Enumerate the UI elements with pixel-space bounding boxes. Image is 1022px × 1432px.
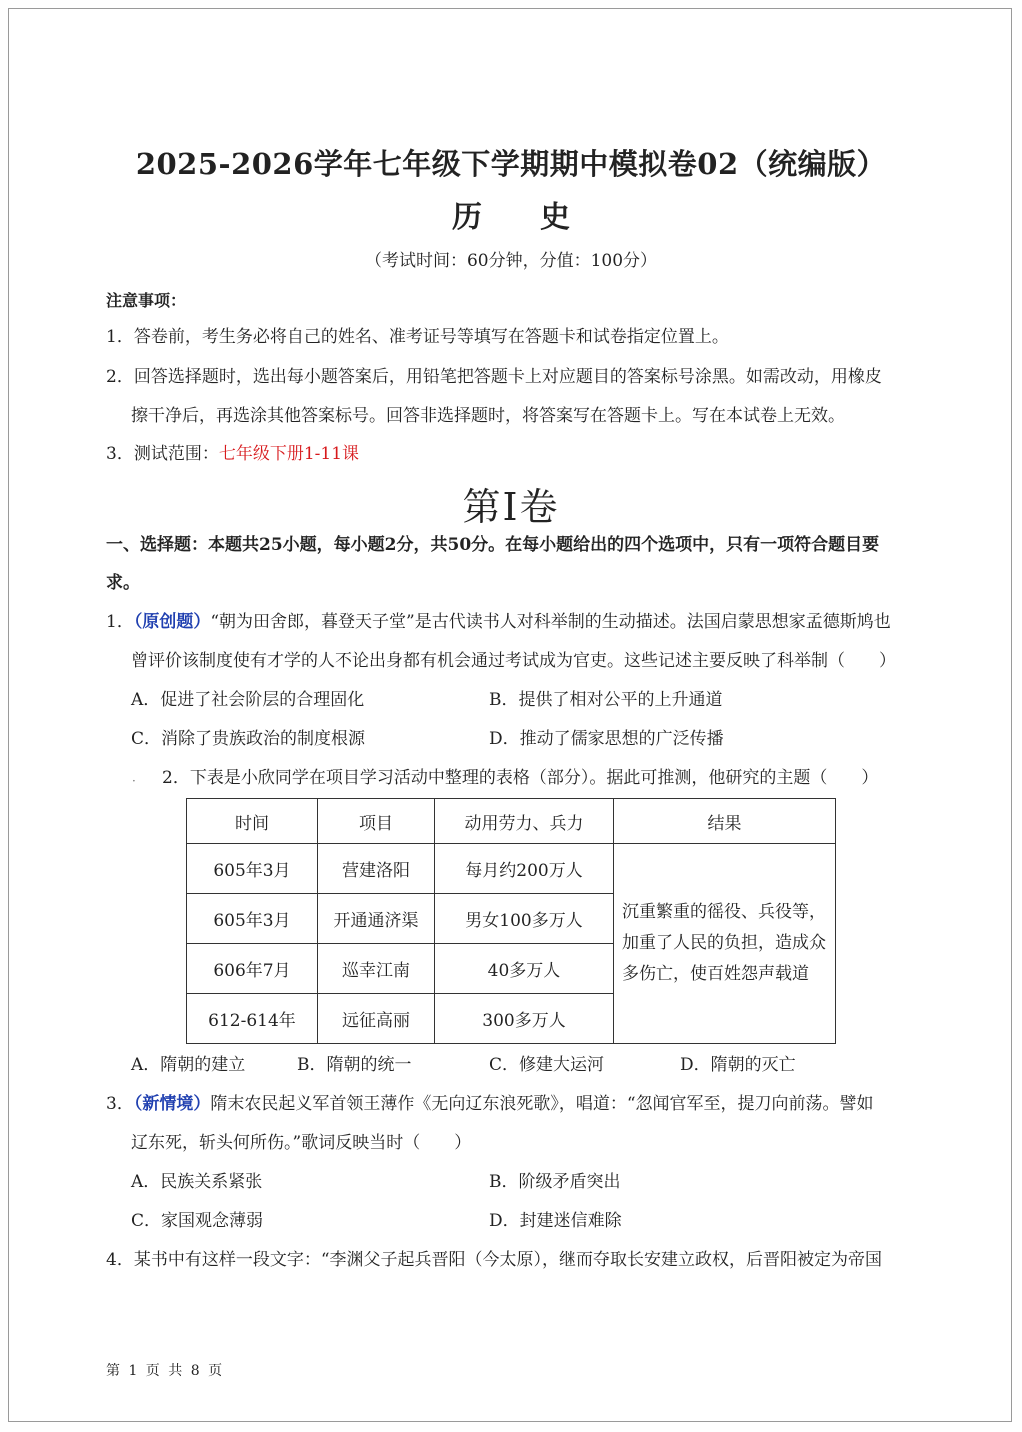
volume-title: 第Ⅰ卷 — [462, 485, 560, 529]
question-1-line-2: 曾评价该制度使有才学的人不论出身都有机会通过考试成为官吏。这些记述主要反映了科举制（ ） — [131, 651, 896, 671]
question-1-option-b: B．提供了相对公平的上升通道 — [489, 690, 723, 710]
notice-item-3-prefix: 3．测试范围： — [106, 444, 219, 464]
table-header-time: 时间 — [187, 799, 318, 844]
subject-char-2: 史 — [540, 200, 570, 235]
notice-item-1: 1．答卷前，考生务必将自己的姓名、准考证号等填写在答题卡和试卷指定位置上。 — [106, 327, 729, 347]
question-2-option-b: B．隋朝的统一 — [297, 1055, 412, 1075]
table-cell-labor: 男女100多万人 — [435, 894, 614, 944]
table-header-row — [187, 799, 836, 844]
notice-item-2-line-2: 擦干净后，再选涂其他答案标号。回答非选择题时，将答案写在答题卡上。写在本试卷上无效。 — [131, 406, 845, 426]
question-2-option-c: C．修建大运河 — [489, 1055, 605, 1075]
question-3-option-c: C．家国观念薄弱 — [131, 1211, 264, 1231]
question-1-option-d: D．推动了儒家思想的广泛传播 — [489, 729, 724, 749]
notice-item-3 — [106, 443, 359, 465]
question-2-table — [186, 798, 836, 1044]
question-3-option-b: B．阶级矛盾突出 — [489, 1172, 621, 1192]
question-1-option-c: C．消除了贵族政治的制度根源 — [131, 729, 366, 749]
subject-title — [0, 192, 1022, 236]
question-1-text: “朝为田舍郎，暮登天子堂”是古代读书人对科举制的生动描述。法国启蒙思想家孟德斯鸠也 — [210, 612, 891, 632]
table-cell-time: 612-614年 — [187, 994, 318, 1044]
table-cell-time: 605年3月 — [187, 894, 318, 944]
table-header-result: 结果 — [614, 799, 836, 844]
table-cell-project: 开通通济渠 — [318, 894, 435, 944]
question-2-stem: 2．下表是小欣同学在项目学习活动中整理的表格（部分）。据此可推测，他研究的主题（ ） — [162, 768, 879, 788]
question-3-line-2: 辽东死，斩头何所伤。”歌词反映当时（ ） — [131, 1133, 472, 1153]
table-cell-labor: 40多万人 — [435, 944, 614, 994]
section-heading-line-2: 求。 — [106, 573, 140, 593]
page-number: 第 1 页 共 8 页 — [106, 1363, 225, 1379]
question-3-option-d: D．封建迷信难除 — [489, 1211, 622, 1231]
exam-title: 2025-2026学年七年级下学期期中模拟卷02（统编版） — [135, 147, 887, 181]
table-header-project: 项目 — [318, 799, 435, 844]
question-2-marker: · — [132, 774, 136, 788]
question-1-number: 1． — [106, 612, 134, 632]
question-1-tag: （原创题） — [133, 612, 211, 632]
section-heading-line-1: 一、选择题：本题共25小题，每小题2分，共50分。在每小题给出的四个选项中，只有一项符合题目要 — [106, 535, 880, 555]
question-4-line-1: 4．某书中有这样一段文字：“李渊父子起兵晋阳（今太原），继而夺取长安建立政权，后晋阳被定为帝国 — [106, 1250, 883, 1270]
notice-item-2-line-1: 2．回答选择题时，选出每小题答案后，用铅笔把答题卡上对应题目的答案标号涂黑。如需改动，用橡皮 — [106, 367, 882, 387]
question-1-option-a: A．促进了社会阶层的合理固化 — [131, 690, 365, 710]
question-3-number: 3． — [106, 1094, 134, 1114]
test-scope: 七年级下册1-11课 — [218, 444, 360, 464]
question-3-text: 隋末农民起义军首领王薄作《无向辽东浪死歌》，唱道：“忽闻官军至，提刀向前荡。譬如 — [210, 1094, 874, 1114]
question-1-line-1 — [106, 611, 891, 633]
table-cell-result: 沉重繁重的徭役、兵役等，加重了人民的负担，造成众多伤亡，使百姓怨声载道 — [614, 844, 836, 1044]
table-cell-labor: 300多万人 — [435, 994, 614, 1044]
table-cell-project: 巡幸江南 — [318, 944, 435, 994]
table-cell-time: 606年7月 — [187, 944, 318, 994]
table-cell-time: 605年3月 — [187, 844, 318, 894]
table-cell-project: 营建洛阳 — [318, 844, 435, 894]
question-2-option-a: A．隋朝的建立 — [131, 1055, 246, 1075]
table-cell-project: 远征高丽 — [318, 994, 435, 1044]
question-3-line-1 — [106, 1093, 874, 1115]
subject-char-1: 历 — [452, 200, 482, 235]
table-cell-labor: 每月约200万人 — [435, 844, 614, 894]
table-header-labor: 动用劳力、兵力 — [435, 799, 614, 844]
notice-heading: 注意事项： — [106, 291, 187, 310]
question-3-tag: （新情境） — [133, 1094, 211, 1114]
table-row — [187, 844, 836, 894]
question-3-option-a: A．民族关系紧张 — [131, 1172, 263, 1192]
exam-info: （考试时间：60分钟，分值：100分） — [364, 251, 658, 271]
question-2-option-d: D．隋朝的灭亡 — [680, 1055, 796, 1075]
